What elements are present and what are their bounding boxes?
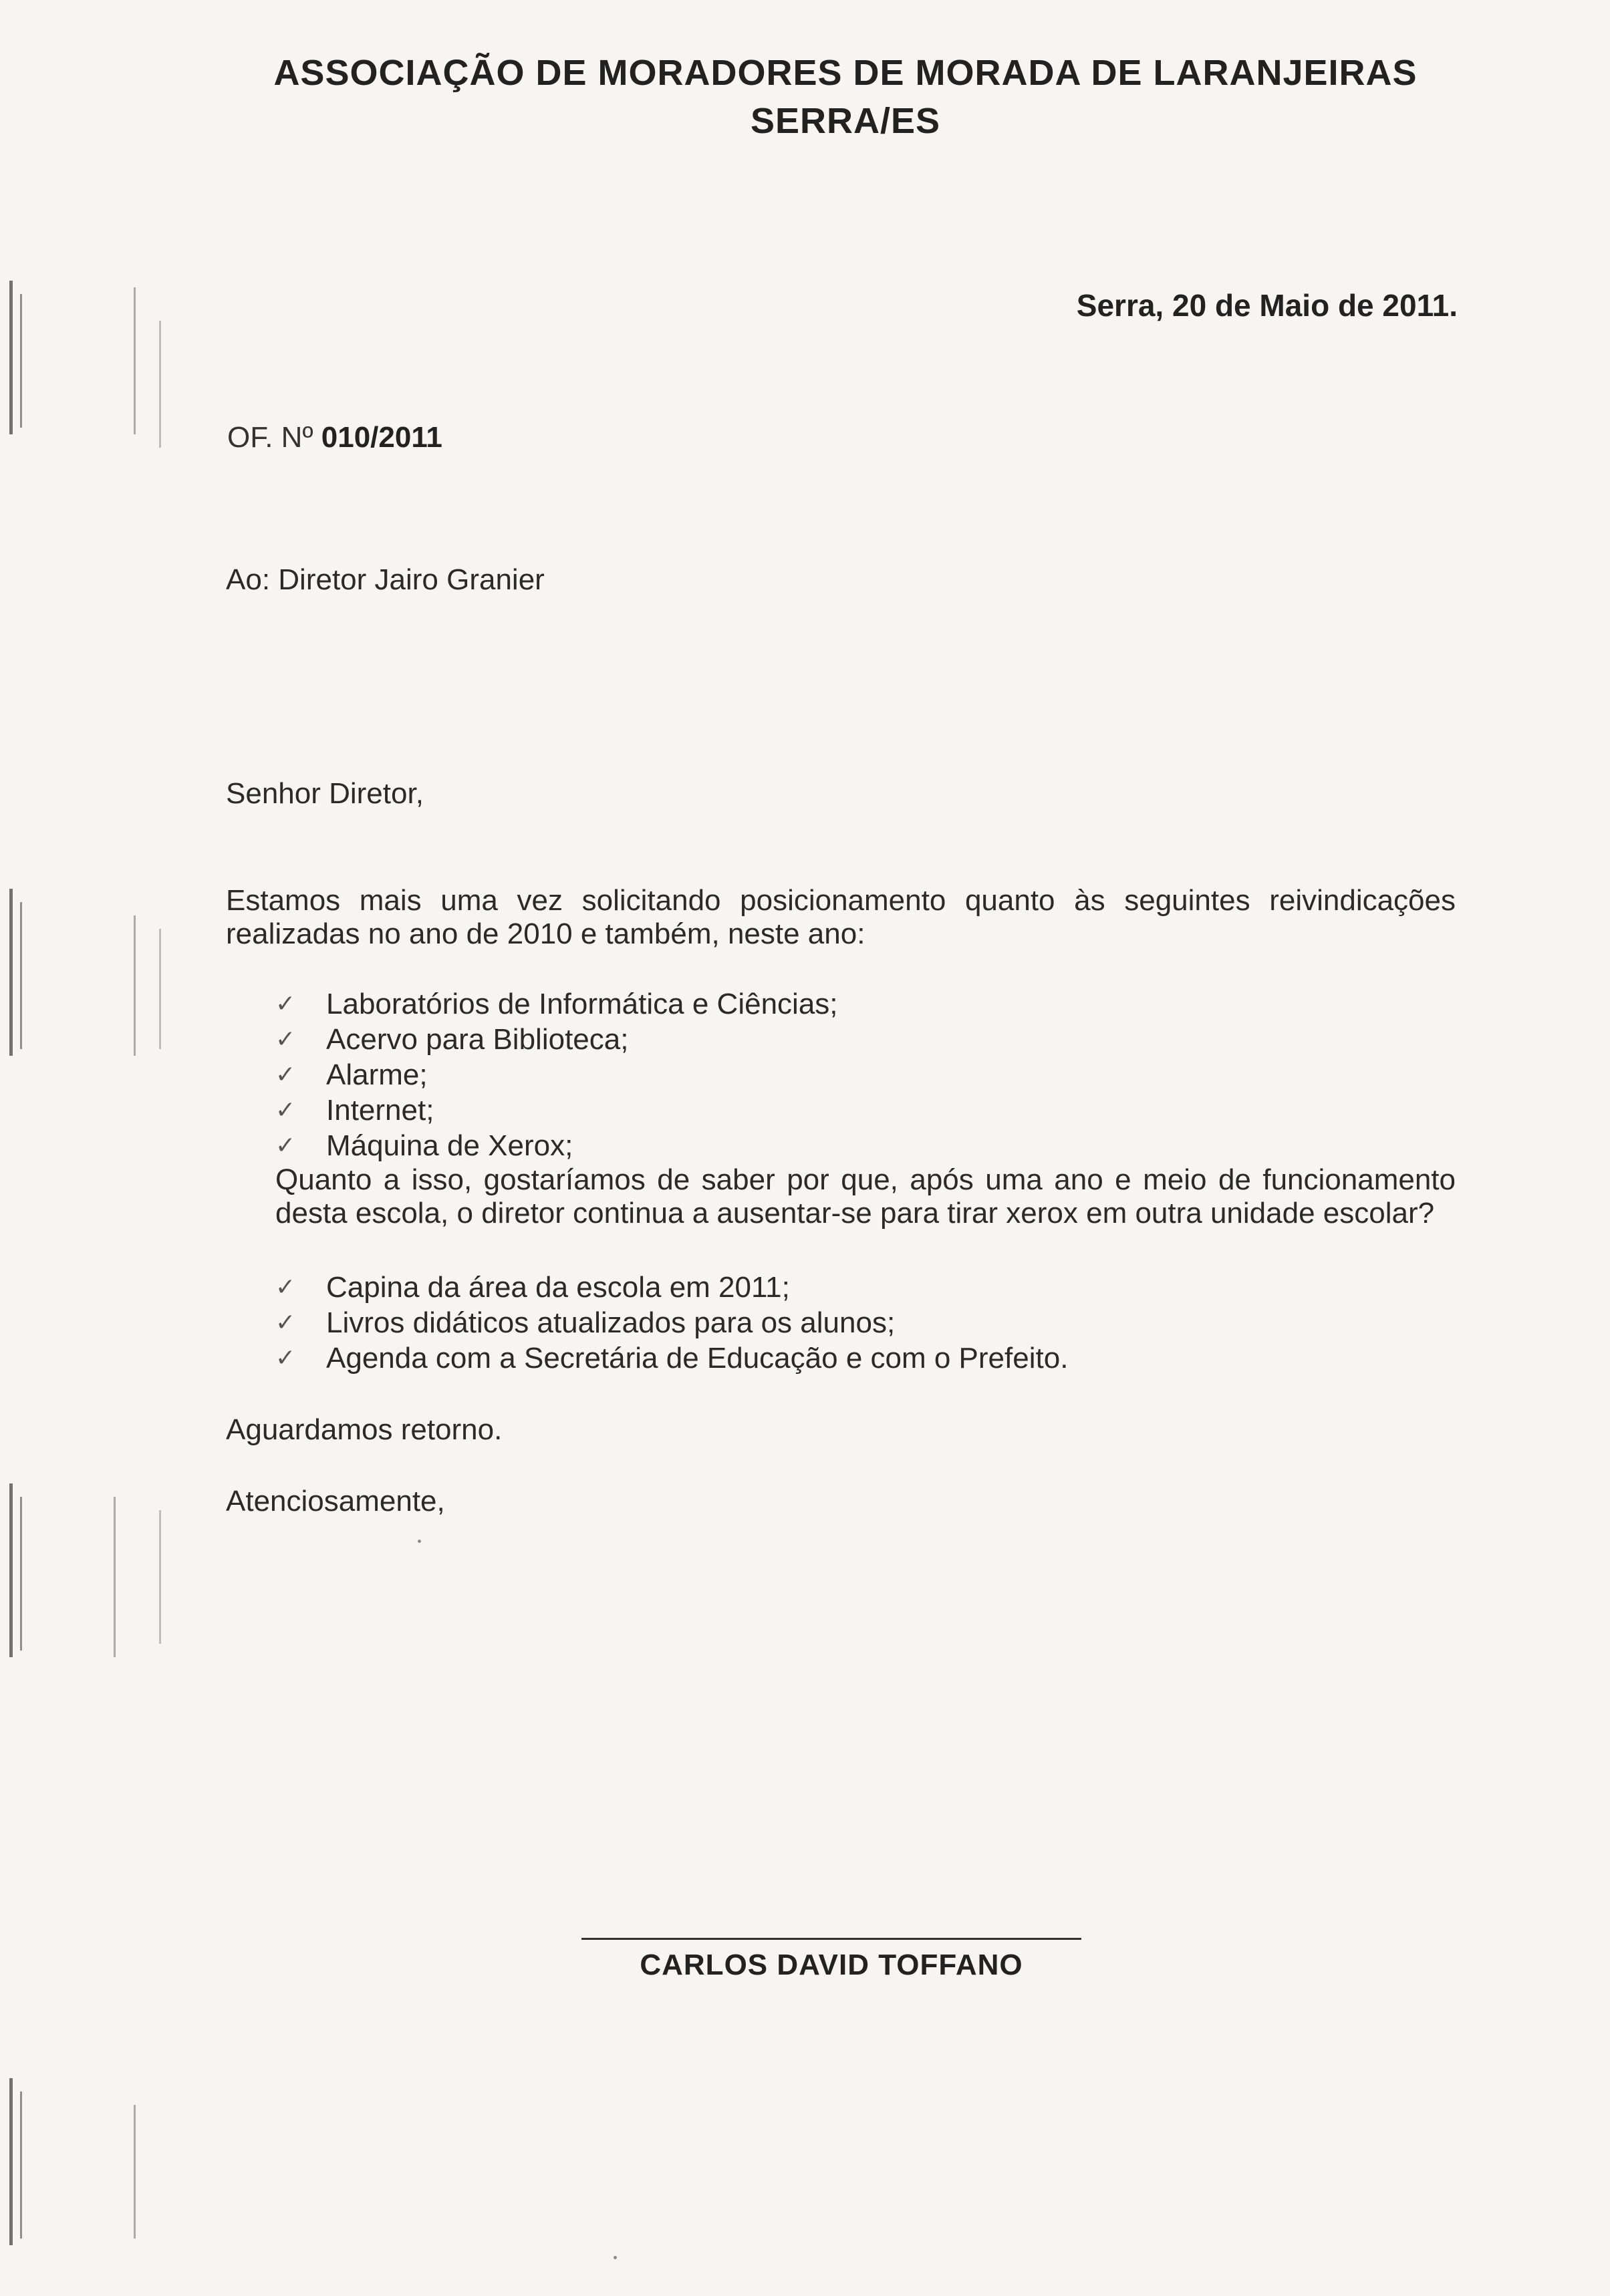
scan-streak xyxy=(134,2105,136,2239)
check-icon: ✓ xyxy=(275,1097,296,1124)
scan-streak xyxy=(9,281,13,434)
scan-streak xyxy=(134,287,136,434)
scan-speck xyxy=(418,1540,421,1543)
scan-streak xyxy=(9,889,13,1056)
check-icon: ✓ xyxy=(275,1061,296,1089)
check-icon: ✓ xyxy=(275,1026,296,1053)
check-icon: ✓ xyxy=(275,1309,296,1336)
xerox-note-item xyxy=(275,1163,1456,1230)
reference-prefix: OF. Nº xyxy=(227,421,313,454)
list-item: ✓ Acervo para Biblioteca; xyxy=(275,1023,629,1056)
list-item: ✓ Capina da área da escola em 2011; xyxy=(275,1271,790,1304)
check-icon: ✓ xyxy=(275,1274,296,1301)
check-icon: ✓ xyxy=(275,1344,296,1372)
requests-list xyxy=(275,986,1456,1230)
reference-value: 010/2011 xyxy=(321,421,442,454)
list-item: ✓ Alarme; xyxy=(275,1058,428,1091)
scan-streak xyxy=(134,915,136,1056)
letter-date: Serra, 20 de Maio de 2011. xyxy=(1076,288,1458,323)
scan-streak xyxy=(20,902,22,1049)
requests-list-continued xyxy=(275,1270,1456,1376)
scan-streak xyxy=(20,294,22,428)
scan-streak xyxy=(20,1497,22,1651)
reference-number xyxy=(227,421,442,454)
scan-streak xyxy=(9,1483,13,1657)
list-item: ✓ Máquina de Xerox; xyxy=(275,1129,573,1162)
list-item: ✓ Agenda com a Secretária de Educação e com o Prefeito. xyxy=(275,1342,1069,1375)
scan-streak xyxy=(9,2078,13,2245)
list-item: ✓ Livros didáticos atualizados para os alunos; xyxy=(275,1306,896,1339)
scan-speck xyxy=(614,2256,617,2259)
letterhead-title: ASSOCIAÇÃO DE MORADORES DE MORADA DE LARANJEIRAS xyxy=(273,53,1418,93)
check-icon: ✓ xyxy=(275,990,296,1018)
scan-streak xyxy=(20,2092,22,2239)
check-icon: ✓ xyxy=(275,1132,296,1159)
xerox-note: Quanto a isso, gostaríamos de saber por que, após uma ano e meio de funcionamento desta escola, o diretor continua a ausentar-se para tirar xerox em outra unidade escolar? xyxy=(275,1163,1456,1230)
list-item: ✓ Internet; xyxy=(275,1094,434,1127)
scan-streak xyxy=(159,929,161,1049)
scan-streak xyxy=(159,1510,161,1644)
intro-paragraph: Estamos mais uma vez solicitando posicionamento quanto às seguintes reivindicações realizadas no ano de 2010 e também, neste ano: xyxy=(226,884,1456,950)
recipient: Ao: Diretor Jairo Granier xyxy=(226,563,545,596)
letterhead-location: SERRA/ES xyxy=(750,101,941,141)
salutation: Senhor Diretor, xyxy=(226,777,424,810)
scan-streak xyxy=(159,321,161,448)
signature-name: CARLOS DAVID TOFFANO xyxy=(640,1949,1023,1981)
signature-line xyxy=(581,1938,1081,1940)
scan-streak xyxy=(114,1497,116,1657)
closing-regards: Atenciosamente, xyxy=(226,1485,445,1518)
list-item: ✓ Laboratórios de Informática e Ciências; xyxy=(275,988,838,1020)
closing-await: Aguardamos retorno. xyxy=(226,1413,503,1446)
